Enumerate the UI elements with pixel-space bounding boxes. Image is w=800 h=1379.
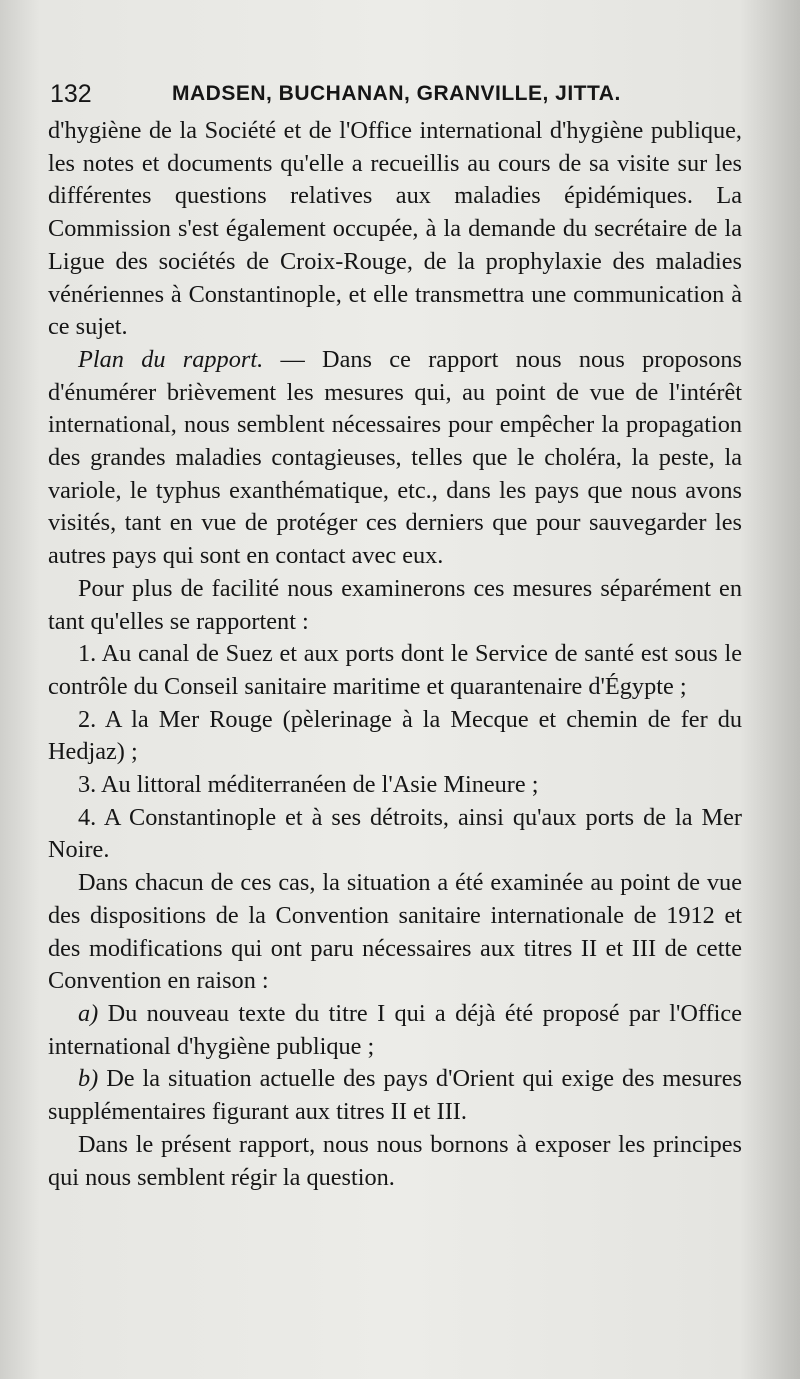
list-item-1 [48, 638, 742, 703]
running-title: MADSEN, BUCHANAN, GRANVILLE, JITTA. [172, 82, 621, 105]
body-text [48, 115, 742, 1194]
section-lead: Plan du rapport. [78, 345, 264, 373]
paragraph-text: Dans le présent rapport, nous nous bornons à exposer les principes qui nous semblent régir la question. [48, 1130, 742, 1191]
list-item-text: Du nouveau texte du titre I qui a déjà été proposé par l'Office international d'hygiène publique ; [48, 999, 742, 1060]
list-item-text: 1. Au canal de Suez et aux ports dont le Service de santé est sous le contrôle du Conseil sanitaire maritime et quarantenaire d'Égypte ; [48, 640, 742, 700]
paragraph-text: Pour plus de facilité nous examinerons ces mesures séparément en tant qu'elles se rapportent : [48, 574, 742, 635]
list-item-text: 4. A Constantinople et à ses détroits, ainsi qu'aux ports de la Mer Noire. [48, 803, 742, 864]
page-header [50, 80, 750, 114]
paragraph-text: — Dans ce rapport nous nous proposons d'énumérer brièvement les mesures qui, au point de vue de l'intérêt international, nous semblent nécessaires pour empêcher la propagation des grandes maladies contagieuses, telles que le choléra, la peste, la variole, le typhus exanthématique, etc., dans les pays que nous avons visités, tant en vue de protéger ces derniers que pour sauvegarder les autres pays qui sont en contact avec eux. [48, 345, 742, 570]
list-item-4 [48, 802, 742, 867]
list-item-a [48, 998, 742, 1063]
list-item-text: 3. Au littoral méditerranéen de l'Asie Mineure ; [78, 771, 539, 799]
paragraph-scope [48, 573, 742, 638]
list-item-3 [48, 769, 742, 802]
list-item-text: De la situation actuelle des pays d'Orient qui exige des mesures supplémentaires figurant aux titres II et III. [48, 1065, 742, 1126]
paragraph-examination [48, 867, 742, 998]
paragraph-intro-continuation [48, 115, 742, 344]
paragraph-text: d'hygiène de la Société et de l'Office international d'hygiène publique, les notes et documents qu'elle a recueillis au cours de sa visite sur les différentes questions relatives aux maladies épidémiques. La Commission s'est également occupée, à la demande du secrétaire de la Ligue des sociétés de Croix-Rouge, de la prophylaxie des maladies vénériennes à Constantinople, et elle transmettra une communication à ce sujet. [48, 117, 742, 341]
paragraph-plan [48, 344, 742, 573]
paragraph-text: Dans chacun de ces cas, la situation a été examinée au point de vue des dispositions de la Convention sanitaire internationale de 1912 et des modifications qui ont paru nécessaires aux titres II et III de cette Convention en raison : [48, 869, 742, 995]
page-number: 132 [50, 80, 92, 108]
list-marker: b) [78, 1065, 99, 1093]
list-item-2 [48, 704, 742, 769]
list-item-b [48, 1063, 742, 1128]
paragraph-conclusion [48, 1129, 742, 1194]
list-marker: a) [78, 999, 99, 1027]
list-item-text: 2. A la Mer Rouge (pèlerinage à la Mecque et chemin de fer du Hedjaz) ; [48, 705, 742, 766]
